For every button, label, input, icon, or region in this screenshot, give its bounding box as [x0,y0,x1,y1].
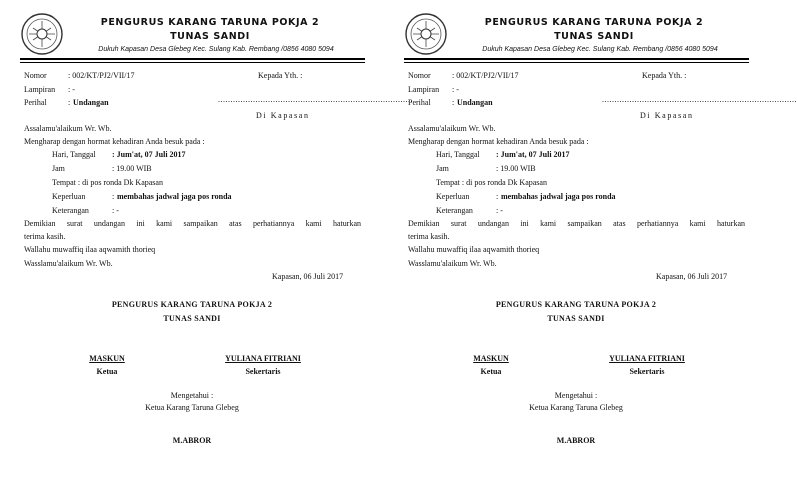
perihal-value: Undangan [457,98,493,107]
nomor-value: : 002/KT/PJ2/VII/17 [68,71,135,80]
sekretaris-name: YULIANA FITRIANI [225,354,301,363]
letterhead-unit-name: TUNAS SANDI [554,31,634,42]
recipient-place: Di Kapasan [256,111,310,120]
mengetahui-name: M.ABROR [556,436,596,445]
wassalam-text: Wasslamu'alaikum Wr. Wb. [24,259,113,268]
sekretaris-title: Sekertaris [629,367,665,376]
keperluan-value: membahas jadwal jaga pos ronda [501,192,616,201]
jam-value: : 19.00 WIB [496,164,536,173]
mengetahui-label: Mengetahui : [554,391,598,400]
wallahu-text: Wallahu muwaffiq ilaa aqwamith thorieq [24,245,156,254]
tempat-line: Tempat : di pos ronda Dk Kapasan [436,178,547,187]
perihal-label: Perihal [24,98,47,107]
keterangan-label: Keterangan [436,206,473,215]
greeting: Assalamu'alaikum Wr. Wb. [408,124,496,133]
recipient-dotted-line: .............................................................................. [602,95,797,104]
keperluan-label: Keperluan [436,192,470,201]
invitation-letter-right [384,0,797,489]
perihal-label: Perihal [408,98,431,107]
date-place: Kapasan, 06 Juli 2017 [656,272,728,281]
tempat-line: Tempat : di pos ronda Dk Kapasan [52,178,163,187]
lampiran-value: : - [68,85,75,94]
signature-org-name: PENGURUS KARANG TARUNA POKJA 2 [111,300,273,309]
keperluan-label: Keperluan [52,192,86,201]
sekretaris-title: Sekertaris [245,367,281,376]
letterhead-org-name: PENGURUS KARANG TARUNA POKJA 2 [484,17,704,28]
intro-text: Mengharap dengan hormat kehadiran Anda besuk pada : [24,137,205,146]
letterhead-rule-thin [20,62,365,63]
keperluan-value: membahas jadwal jaga pos ronda [117,192,232,201]
mengetahui-title: Ketua Karang Taruna Glebeg [145,403,239,412]
letterhead-address: Dukuh Kapasan Desa Glebeg Kec. Sulang Kab. Rembang /0856 4080 5094 [482,46,718,53]
lampiran-label: Lampiran [408,85,440,94]
kepada-label: Kepada Yth. : [642,71,687,80]
letterhead-address: Dukuh Kapasan Desa Glebeg Kec. Sulang Kab. Rembang /0856 4080 5094 [98,46,334,53]
letterhead-rule-thin [404,62,749,63]
kepada-label: Kepada Yth. : [258,71,303,80]
closing-line-2: terima kasih. [408,232,450,241]
lampiran-value: : - [452,85,459,94]
ketua-name: MASKUN [89,354,125,363]
ketua-title: Ketua [480,367,502,376]
recipient-place: Di Kapasan [640,111,694,120]
organization-logo-icon [20,12,64,56]
perihal-value: Undangan [73,98,109,107]
ketua-title: Ketua [96,367,118,376]
greeting: Assalamu'alaikum Wr. Wb. [24,124,112,133]
perihal-colon: : [68,98,71,107]
closing-line-2: terima kasih. [24,232,66,241]
keterangan-value: : - [496,206,503,215]
keperluan-colon: : [496,192,499,201]
date-place: Kapasan, 06 Juli 2017 [272,272,344,281]
ketua-name: MASKUN [473,354,509,363]
keterangan-value: : - [112,206,119,215]
closing-line-1: Demikian surat undangan ini kami sampaikan atas perhatiannya kami haturkan [24,219,361,228]
jam-label: Jam [52,164,65,173]
nomor-value: : 002/KT/PJ2/VII/17 [452,71,519,80]
mengetahui-title: Ketua Karang Taruna Glebeg [529,403,623,412]
lampiran-label: Lampiran [24,85,56,94]
keterangan-label: Keterangan [52,206,89,215]
letterhead-rule [20,58,365,60]
hari-label: Hari, Tanggal [52,150,96,159]
recipient-dotted-line: .............................................................................. [218,95,413,104]
wassalam-text: Wasslamu'alaikum Wr. Wb. [408,259,497,268]
wallahu-text: Wallahu muwaffiq ilaa aqwamith thorieq [408,245,540,254]
letterhead-org-name: PENGURUS KARANG TARUNA POKJA 2 [100,17,320,28]
organization-logo-icon [404,12,448,56]
letterhead-unit-name: TUNAS SANDI [170,31,250,42]
signature-unit-name: TUNAS SANDI [163,314,221,323]
intro-text: Mengharap dengan hormat kehadiran Anda besuk pada : [408,137,589,146]
letterhead-rule [404,58,749,60]
jam-label: Jam [436,164,449,173]
mengetahui-label: Mengetahui : [170,391,214,400]
nomor-label: Nomor [408,71,431,80]
hari-value: : Jum'at, 07 Juli 2017 [496,150,570,159]
keperluan-colon: : [112,192,115,201]
hari-value: : Jum'at, 07 Juli 2017 [112,150,186,159]
signature-unit-name: TUNAS SANDI [547,314,605,323]
jam-value: : 19.00 WIB [112,164,152,173]
perihal-colon: : [452,98,455,107]
closing-line-1: Demikian surat undangan ini kami sampaikan atas perhatiannya kami haturkan [408,219,745,228]
nomor-label: Nomor [24,71,47,80]
signature-org-name: PENGURUS KARANG TARUNA POKJA 2 [495,300,657,309]
mengetahui-name: M.ABROR [172,436,212,445]
hari-label: Hari, Tanggal [436,150,480,159]
sekretaris-name: YULIANA FITRIANI [609,354,685,363]
